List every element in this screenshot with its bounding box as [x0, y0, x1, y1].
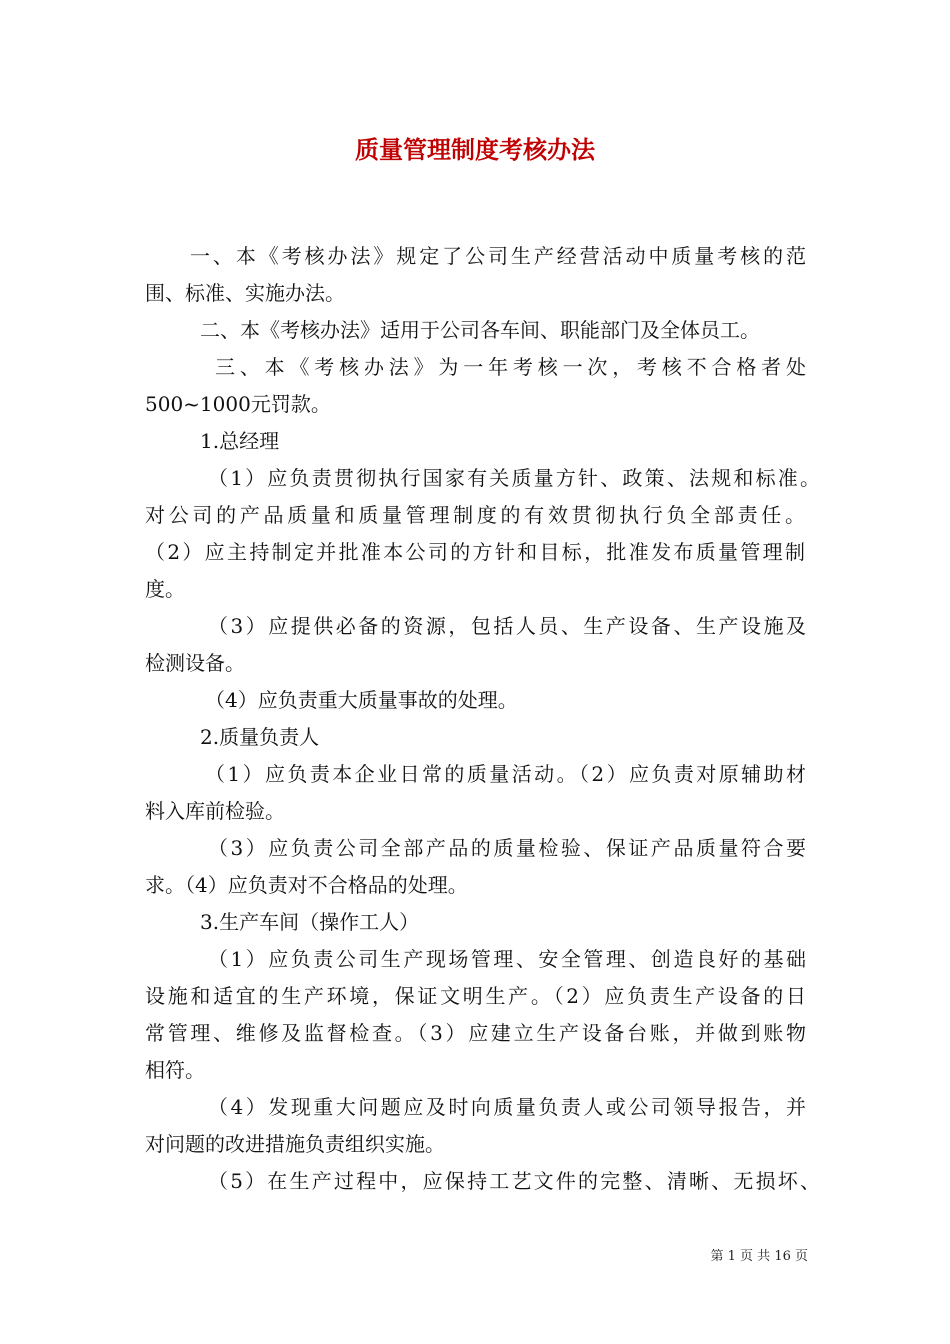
paragraph-line: （4）发现重大问题应及时向质量负责人或公司领导报告，并	[208, 1095, 806, 1119]
paragraph-line: 围、标准、实施办法。	[145, 281, 345, 305]
section-heading: 1.总经理	[200, 429, 280, 453]
paragraph-line: （4）应负责重大质量事故的处理。	[205, 688, 518, 712]
section-heading: 3.生产车间（操作工人）	[200, 910, 420, 934]
paragraph-line: 检测设备。	[145, 651, 245, 675]
paragraph-line: 对问题的改进措施负责组织实施。	[145, 1132, 445, 1156]
paragraph-line: 设施和适宜的生产环境，保证文明生产。（2）应负责生产设备的日	[145, 984, 806, 1008]
paragraph-line: 相符。	[145, 1058, 205, 1082]
paragraph-line: 500~1000元罚款。	[145, 392, 331, 416]
paragraph-line: （5）在生产过程中，应保持工艺文件的完整、清晰、无损坏、	[208, 1169, 820, 1193]
paragraph-line: 常管理、维修及监督检查。（3）应建立生产设备台账，并做到账物	[145, 1021, 806, 1045]
paragraph-line: （1）应负责贯彻执行国家有关质量方针、政策、法规和标准。	[208, 466, 820, 490]
paragraph-line: 料入库前检验。	[145, 799, 285, 823]
paragraph-line: （3）应提供必备的资源，包括人员、生产设备、生产设施及	[208, 614, 806, 638]
document-title: 质量管理制度考核办法	[355, 135, 595, 164]
paragraph-line: 度。	[145, 577, 185, 601]
paragraph-line: 求。（4）应负责对不合格品的处理。	[145, 873, 468, 897]
paragraph-line: 二、本《考核办法》适用于公司各车间、职能部门及全体员工。	[200, 318, 760, 342]
section-heading: 2.质量负责人	[200, 725, 320, 749]
paragraph-line: （1）应负责公司生产现场管理、安全管理、创造良好的基础	[208, 947, 806, 971]
paragraph-line: 一、本《考核办法》规定了公司生产经营活动中质量考核的范	[190, 244, 806, 268]
page-number: 第 1 页 共 16 页	[710, 1249, 808, 1264]
paragraph-line: 对公司的产品质量和质量管理制度的有效贯彻执行负全部责任。	[145, 503, 805, 527]
paragraph-line: 三、本《考核办法》为一年考核一次，考核不合格者处	[215, 355, 806, 379]
paragraph-line: （1）应负责本企业日常的质量活动。（2）应负责对原辅助材	[205, 762, 806, 786]
paragraph-line: （3）应负责公司全部产品的质量检验、保证产品质量符合要	[208, 836, 806, 860]
paragraph-line: （2）应主持制定并批准本公司的方针和目标，批准发布质量管理制	[145, 540, 805, 564]
